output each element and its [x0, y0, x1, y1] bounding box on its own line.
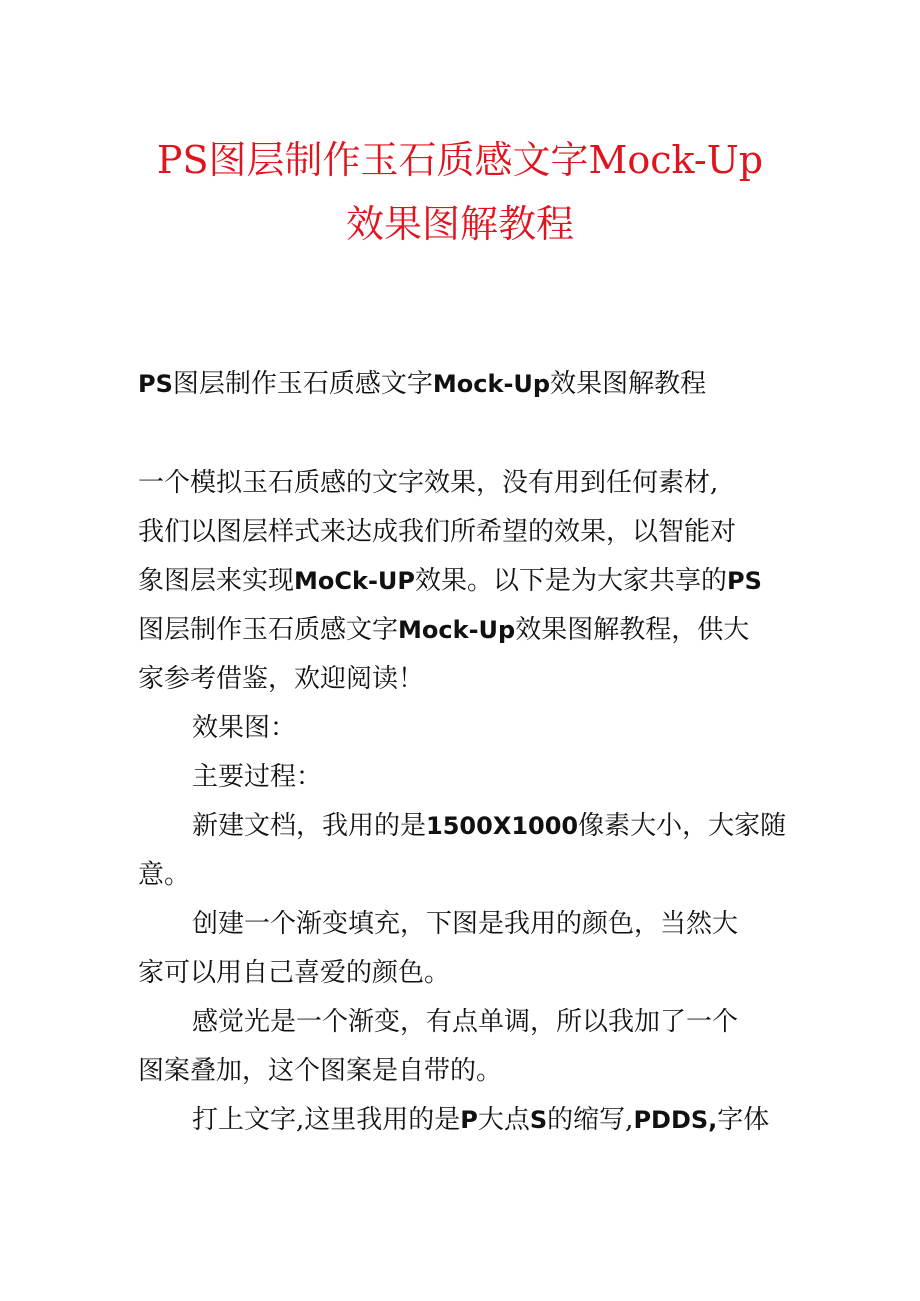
heading-text-1: 图层制作玉石质感文字: [172, 369, 433, 399]
intro-l3-ps: PS: [727, 567, 762, 595]
heading-ps: PS: [138, 370, 173, 398]
step1-line-1: [138, 802, 798, 851]
intro-line-4: [138, 606, 798, 655]
step4-s: S: [529, 1106, 548, 1134]
intro-l3-a: 象图层来实现: [138, 566, 295, 596]
intro-line-5: 家参考借鉴，欢迎阅读！: [138, 664, 425, 694]
article-body: [138, 459, 798, 1145]
step3-line-1: 感觉光是一个渐变，有点单调，所以我加了一个: [192, 1007, 739, 1037]
step4-e: 的缩写,: [547, 1105, 634, 1135]
intro-l4-a: 图层制作玉石质感文字: [138, 615, 399, 645]
step2-line-1: 创建一个渐变填充，下图是我用的颜色，当然大: [192, 909, 739, 939]
step3-line-2: 图案叠加，这个图案是自带的。: [138, 1056, 503, 1086]
intro-line-3: [138, 557, 798, 606]
intro-l3-c: 效果。以下是为大家共享的: [415, 566, 728, 596]
step1-line-2: 意。: [138, 860, 191, 890]
heading-mockup: Mock-Up: [432, 370, 551, 398]
intro-l4-mockup: Mock-Up: [398, 616, 516, 644]
heading-text-2: 效果图解教程: [550, 369, 707, 399]
title-line-2: 效果图解教程: [345, 202, 574, 246]
process-label: 主要过程：: [192, 762, 323, 792]
intro-line-1: 一个模拟玉石质感的文字效果，没有用到任何素材,: [138, 468, 719, 498]
document-title: [100, 128, 820, 256]
step1-size: 1500X1000: [426, 812, 579, 840]
title-line-1: PS图层制作玉石质感文字Mock-Up: [156, 138, 764, 182]
intro-l4-c: 效果图解教程，供大: [515, 615, 750, 645]
step4-g: 字体: [717, 1105, 770, 1135]
article-heading: [138, 364, 706, 404]
step4-p: P: [460, 1106, 478, 1134]
step4-line-1: [138, 1096, 798, 1145]
intro-line-2: 我们以图层样式来达成我们所希望的效果，以智能对: [138, 517, 737, 547]
effect-label: 效果图：: [192, 713, 297, 743]
step4-pdds: PDDS,: [633, 1106, 718, 1134]
step1-a: 新建文档，我用的是: [192, 811, 427, 841]
step1-c: 像素大小，大家随: [578, 811, 787, 841]
step4-c: 大点: [477, 1105, 530, 1135]
step2-line-2: 家可以用自己喜爱的颜色。: [138, 958, 451, 988]
intro-l3-mockup: MoCk-UP: [294, 567, 415, 595]
step4-a: 打上文字,这里我用的是: [192, 1105, 461, 1135]
